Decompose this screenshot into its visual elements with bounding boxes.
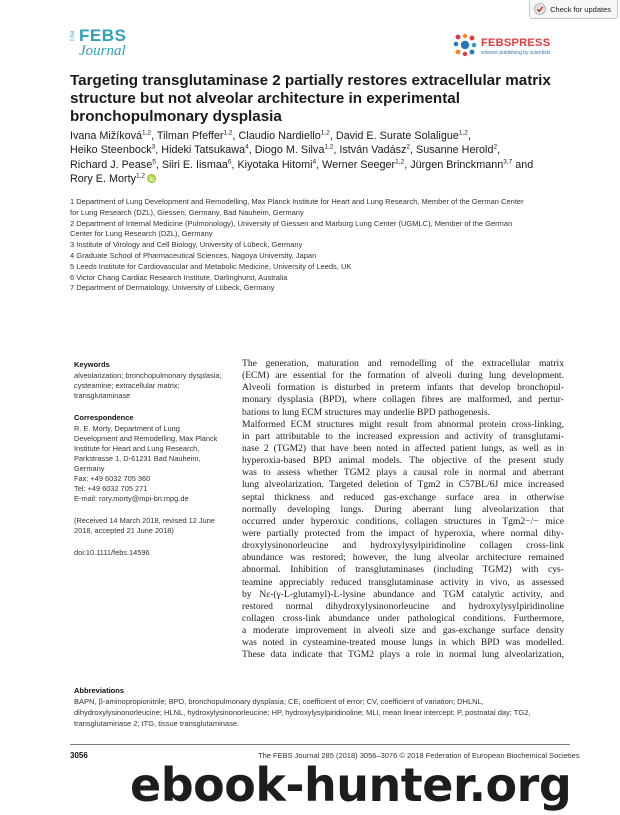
abstract-line: These data indicate that TGM2 plays a role in normal lung alveolarization,	[242, 649, 564, 661]
author[interactable]: David E. Surate Solaligue$^{1,2}$	[335, 129, 468, 142]
abstract-line: was noted in cysteamine-treated mouse lungs in which BPD was modelled.	[242, 637, 564, 649]
author[interactable]: Siiri E. Iismaa$^6$	[161, 158, 232, 171]
affiliation-line: 1 Department of Lung Development and Remodelling, Max Planck Institute for Heart and Lung Research, Member of the German Center	[70, 197, 524, 206]
febs-press-dots-icon	[452, 32, 478, 58]
abstract-line: bations to lung ECM structures may underlie BPD pathogenesis.	[242, 406, 491, 418]
publisher-logo-tagline: science publishing by scientists	[481, 50, 551, 56]
keywords-line: alveolarization; bronchopulmonary dysplasia;	[74, 371, 222, 380]
correspondence-line: Institute for Heart and Lung Research,	[74, 444, 200, 453]
author[interactable]: István Vadász$^2$	[339, 143, 411, 157]
abbreviations-heading: Abbreviations	[74, 686, 125, 695]
abstract-line: monary dysplasia (BPD), where collagen fibres are malformed, and pertur-	[242, 394, 564, 406]
author-list: Ivana Mižíková$^{1,2}$, Tilman Pfeffer$^{1,2}$, Claudio Nardiello$^{1,2}$, David E. Surate Solaligue$^{1,2}$, Heiko Steenbock$^3$, Hideki Tatsukawa$^4$, Diogo M. Silva$^{1,2}$, István Vadász$^2$, Susanne Herold$^2$, Richard J. Pease$^5$, Siiri E. Iismaa$^6$, Kiyotaka Hitomi$^4$, Werner Seeger$^{1,2}$, Jürgen Brinckmann$^{3,7}$ and Rory E. Morty$^{1,2}$	[70, 129, 534, 186]
author[interactable]: Richard J. Pease$^5$	[70, 158, 156, 171]
dates-line: (Received 14 March 2018, revised 12 June	[74, 516, 215, 525]
keywords-line: transglutaminase	[74, 391, 131, 400]
abstract-line: Malformed ECM structures might result from abnormal protein cross-linking,	[242, 418, 564, 430]
abstract-line: collagen cross-link abundance under pathological conditions. Furthermore,	[242, 612, 564, 624]
keywords-line: cysteamine; extracellular matrix;	[74, 381, 180, 390]
author[interactable]: Rory E. Morty$^{1,2}$	[70, 172, 146, 186]
footer-divider	[70, 744, 570, 745]
correspondence-line: Tel: +49 6032 705 271	[74, 484, 148, 493]
affiliation-line: 6 Victor Chang Cardiac Research Institute, Darlinghurst, Australia	[70, 272, 288, 282]
abstract-line: was to assess whether TGM2 plays a causal role in normal and aberrant	[242, 467, 564, 479]
publisher-logo-name: FEBSPRESS	[481, 37, 551, 49]
affiliation-list	[70, 197, 570, 294]
page-number: 3056	[70, 751, 88, 760]
author[interactable]: Ivana Mižíková$^{1,2}$	[70, 129, 152, 142]
keywords-section	[74, 360, 222, 401]
email-link[interactable]: E-mail: rory.morty@mpi-bn.mpg.de	[74, 494, 189, 503]
affiliation-line: 2 Department of Internal Medicine (Pulmonology), University of Giessen and Marburg Lung Center (UGMLC), Member of the German	[70, 218, 513, 228]
journal-logo	[70, 28, 160, 60]
author[interactable]: Diogo M. Silva$^{1,2}$	[254, 143, 334, 157]
abstract-line: occurred under hyperoxic conditions, collagen structures in Tgm2−/− mice	[242, 515, 564, 527]
affiliation-line: 7 Department of Dermatology, University of Lübeck, Germany	[70, 283, 275, 293]
abstract-line: septal thickness and reduced gas-exchange surface area in otherwise	[242, 491, 564, 503]
journal-logo-the: The	[70, 30, 76, 42]
abstract-line: a moderate improvement in alveoli size and gas-exchange surface density	[242, 625, 564, 637]
abstract-line: hyperoxia-based BPD animal models. The objective of the present study	[242, 455, 564, 467]
affiliation-line: Center for Lung Research (DZL), Germany	[70, 229, 213, 239]
abbreviations-text: BAPN, β-aminopropionitrile; BPD, bronchopulmonary dysplasia; CE, coefficient of error; CV, coefficient of variation; DHLNL, dihydroxylysinonorleucine; HLNL, hydroxylysinonorleucine; HP, hydroxylysylpiridinoline; MLI, mean linear intercept; P, postnatal day; TG2, transglutaminase 2; tTG, tissue transglutaminase.	[74, 697, 531, 728]
keywords-heading: Keywords	[74, 360, 110, 369]
dates-line: 2018, accepted 21 June 2018)	[74, 526, 174, 535]
correspondence-line: Development and Remodelling, Max Planck	[74, 434, 218, 443]
author[interactable]: Tilman Pfeffer$^{1,2}$	[156, 129, 233, 142]
affiliation-line: for Lung Research (DZL), Giessen, Germany, Bad Nauheim, Germany	[70, 207, 304, 217]
author[interactable]: Jürgen Brinckmann$^{3,7}$	[410, 158, 513, 171]
abstract-line: abundance was restored; however, the lung alveolar architecture remained	[242, 552, 564, 564]
affiliation-line: 3 Institute of Virology and Cell Biology, University of Lübeck, Germany	[70, 240, 303, 250]
check-for-updates-button[interactable]	[529, 0, 618, 19]
journal-logo-febs: FEBS	[79, 26, 127, 45]
abstract-line: by Nε-(γ-L-glutamyl)-L-lysine abundance and TGM catalytic activity, and	[242, 588, 564, 600]
doi-link[interactable]: doi:10.1111/febs.14596	[74, 548, 150, 557]
abstract-line: lung alveolarization. Targeted deletion of Tgm2 in C57BL/6J mice increased	[242, 479, 564, 491]
abstract-line: Alveoli formation is disturbed in preterm infants that develop bronchopul-	[242, 382, 564, 394]
correspondence-section	[74, 413, 222, 504]
author[interactable]: Kiyotaka Hitomi$^4$	[237, 158, 317, 171]
orcid-icon[interactable]	[147, 174, 156, 183]
abstract-line: teamine appreciably reduced transglutaminase activity in vivo, as assessed	[242, 576, 564, 588]
abstract-line: were partially protected from the impact of hyperoxia, where normal dihy-	[242, 527, 564, 539]
abstract-line: The generation, maturation and remodelling of the extracellular matrix	[242, 358, 564, 369]
abstract-line: nase 2 (TGM2) that have been noted in affected patient lungs, as well as in	[242, 442, 564, 454]
correspondence-line: R. E. Morty, Department of Lung	[74, 424, 180, 433]
check-for-updates-label: Check for updates	[550, 4, 611, 14]
author[interactable]: Werner Seeger$^{1,2}$	[322, 158, 405, 171]
author[interactable]: Susanne Herold$^2$	[416, 143, 498, 157]
author[interactable]: Claudio Nardiello$^{1,2}$	[238, 129, 330, 142]
check-for-updates-icon	[534, 3, 546, 15]
affiliation-line: 5 Leeds Institute for Cardiovascular and Metabolic Medicine, University of Leeds, UK	[70, 261, 352, 271]
correspondence-line: Parkstrasse 1, D-61231 Bad Nauheim,	[74, 454, 201, 463]
affiliation-line: 4 Graduate School of Pharmaceutical Sciences, Nagoya University, Japan	[70, 250, 317, 260]
received-dates	[74, 516, 222, 536]
abstract-line: restored normal dihydroxylysinonorleucine and hydroxylysylpiridinoline	[242, 600, 564, 612]
article-title: Targeting transglutaminase 2 partially restores extracellular matrix structure but not alveolar architecture in experimental bronchopulmonary dysplasia	[70, 72, 551, 125]
publisher-logo	[452, 30, 562, 66]
abstract-line: in part attributable to the increased expression and activity of transglutami-	[242, 430, 564, 442]
author[interactable]: Heiko Steenbock$^3$	[70, 143, 156, 157]
author[interactable]: Hideki Tatsukawa$^4$	[161, 143, 249, 157]
abstract	[242, 358, 564, 662]
correspondence-line: Germany	[74, 464, 105, 473]
article-info-sidebar	[74, 360, 222, 558]
abstract-line: abnormal. Inhibition of transglutaminases (including TGM2) with cys-	[242, 564, 564, 576]
correspondence-line: Fax: +49 6032 705 360	[74, 474, 151, 483]
watermark: ebook-hunter.org	[130, 758, 572, 812]
abstract-line: droxylysinonorleucine and hydroxylysylpiridinoline collagen cross-link	[242, 540, 564, 552]
footer-citation: The FEBS Journal 285 (2018) 3056–3076 © 2018 Federation of European Biochemical Societies	[258, 751, 580, 760]
journal-logo-journal: Journal	[79, 43, 126, 59]
correspondence-heading: Correspondence	[74, 413, 134, 422]
abstract-line: normally developing lungs. During aberrant lung alveolarization that	[242, 503, 564, 515]
abstract-line: (ECM) are essential for the formation of alveoli during lung development.	[242, 370, 564, 382]
